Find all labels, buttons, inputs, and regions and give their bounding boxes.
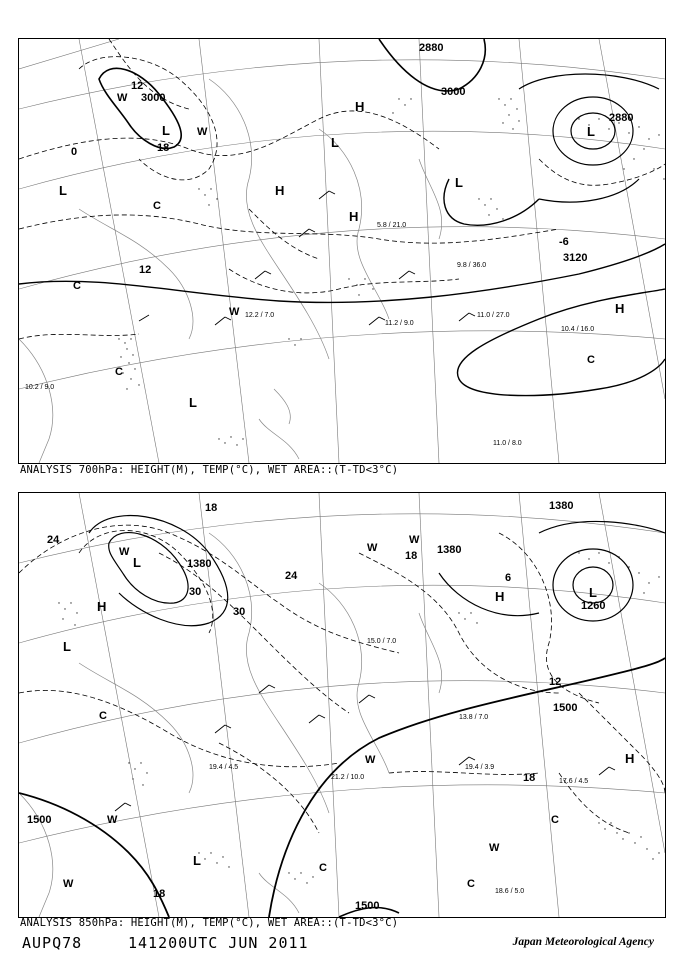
low-center-label: L xyxy=(63,639,71,654)
high-center-label: H xyxy=(625,751,635,766)
low-center-label: L xyxy=(59,183,67,198)
station-value: 19.4 / 3.9 xyxy=(465,764,495,771)
low-center-label: L xyxy=(189,395,197,410)
station-value: 19.4 / 4.5 xyxy=(209,764,239,771)
station-value: 18.6 / 5.0 xyxy=(495,888,525,895)
warm-label: W xyxy=(367,542,378,554)
map-panel-850hpa xyxy=(18,492,666,918)
map-850hpa xyxy=(19,493,665,917)
wind-barbs xyxy=(115,685,615,811)
station-value: 15.0 / 7.0 xyxy=(367,638,397,645)
map-panel-700hpa xyxy=(18,38,666,464)
temp-label: 18 xyxy=(523,772,536,784)
warm-label: W xyxy=(119,546,130,558)
height-label: 1380 xyxy=(187,558,212,570)
height-label: 3120 xyxy=(563,252,588,264)
station-value: 11.0 / 8.0 xyxy=(493,440,522,447)
high-center-label: H xyxy=(355,99,365,114)
wet-area xyxy=(118,98,664,445)
cold-label: C xyxy=(73,280,81,292)
station-value: 11.0 / 27.0 xyxy=(477,312,510,319)
low-center-label: L xyxy=(331,135,339,150)
station-value: 21.2 / 10.0 xyxy=(331,774,365,781)
valid-time: 141200UTC JUN 2011 xyxy=(128,934,309,952)
temp-label: 6 xyxy=(505,572,512,584)
caption-700hpa: ANALYSIS 700hPa: HEIGHT(M), TEMP(°C), WET AREA::(T-TD<3°C) xyxy=(20,464,399,476)
height-contours xyxy=(19,516,665,917)
temp-label: 0 xyxy=(71,146,78,158)
high-center-label: H xyxy=(97,599,107,614)
cold-label: C xyxy=(115,366,123,378)
station-value: 5.8 / 21.0 xyxy=(377,222,407,229)
station-value: 10.4 / 16.0 xyxy=(561,326,595,333)
height-label: 1380 xyxy=(437,544,462,556)
cold-label: C xyxy=(467,878,475,890)
warm-label: W xyxy=(117,92,128,104)
coastlines xyxy=(19,533,442,917)
height-label: 1380 xyxy=(549,500,574,512)
warm-label: W xyxy=(229,306,240,318)
height-label: 3000 xyxy=(441,86,466,98)
map-700hpa xyxy=(19,39,665,463)
temp-label: 12 xyxy=(549,676,562,688)
height-label: 3000 xyxy=(141,92,166,104)
height-label: 1260 xyxy=(581,600,606,612)
graticule xyxy=(19,39,665,463)
temp-label: 18 xyxy=(157,142,170,154)
cold-label: C xyxy=(551,814,559,826)
station-value: 12.2 / 7.0 xyxy=(245,312,275,319)
low-center-label: L xyxy=(455,175,463,190)
station-value: 17.6 / 4.5 xyxy=(559,778,589,785)
warm-label: W xyxy=(489,842,500,854)
station-value: 13.8 / 7.0 xyxy=(459,714,489,721)
warm-label: W xyxy=(107,814,118,826)
station-value: 9.8 / 36.0 xyxy=(457,262,487,269)
low-center-label: L xyxy=(589,585,597,600)
high-center-label: H xyxy=(495,589,505,604)
high-center-label: H xyxy=(349,209,359,224)
height-label: 2880 xyxy=(609,112,634,124)
temp-label: 18 xyxy=(153,888,166,900)
agency-name: Japan Meteorological Agency xyxy=(512,936,654,948)
station-value: 10.2 / 9.0 xyxy=(25,384,55,391)
temp-label: 12 xyxy=(131,80,144,92)
temp-label: 30 xyxy=(233,606,246,618)
cold-label: C xyxy=(99,710,107,722)
warm-label: W xyxy=(409,534,420,546)
isotherms xyxy=(19,39,665,339)
low-center-label: L xyxy=(587,124,595,139)
temp-label: 24 xyxy=(285,570,298,582)
low-center-label: L xyxy=(133,555,141,570)
wet-area xyxy=(58,552,659,883)
low-center-label: L xyxy=(162,123,170,138)
temp-label: 18 xyxy=(205,502,218,514)
station-value: 11.2 / 9.0 xyxy=(385,320,414,327)
wind-barbs xyxy=(139,191,475,325)
height-label: 1500 xyxy=(27,814,52,826)
warm-label: W xyxy=(197,126,208,138)
high-center-label: H xyxy=(615,301,625,316)
warm-label: W xyxy=(365,754,376,766)
temp-label: 24 xyxy=(47,534,60,546)
temp-label: 18 xyxy=(405,550,418,562)
isotherms xyxy=(19,525,665,833)
cold-label: C xyxy=(587,354,595,366)
high-center-label: H xyxy=(275,183,285,198)
coastlines xyxy=(19,79,442,463)
caption-850hpa: ANALYSIS 850hPa: HEIGHT(M), TEMP(°C), WET AREA::(T-TD<3°C) xyxy=(20,917,399,929)
temp-label: 12 xyxy=(139,264,152,276)
height-label: 1500 xyxy=(355,900,380,912)
low-center-label: L xyxy=(193,853,201,868)
temp-label: 30 xyxy=(189,586,202,598)
height-contours xyxy=(19,39,665,396)
cold-label: C xyxy=(319,862,327,874)
cold-label: C xyxy=(153,200,161,212)
height-label: 2880 xyxy=(419,42,444,54)
temp-label: -6 xyxy=(559,236,569,248)
height-label: 1500 xyxy=(553,702,578,714)
warm-label: W xyxy=(63,878,74,890)
chart-code: AUPQ78 xyxy=(22,934,83,952)
